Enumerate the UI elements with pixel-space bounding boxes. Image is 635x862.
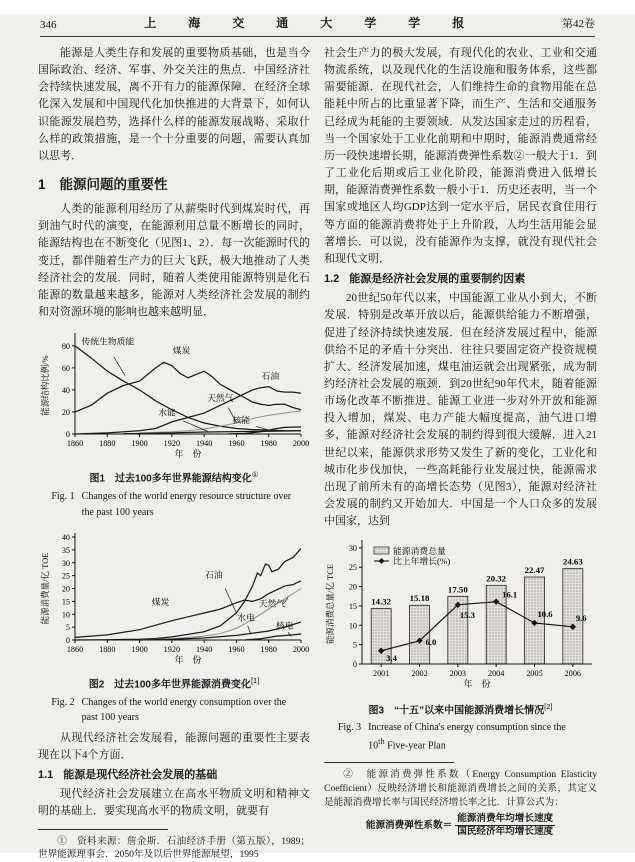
formula-denominator: 国民经济年均增长速度 xyxy=(457,826,554,838)
paragraph-constraint: 20世纪50年代以来，中国能源工业从小到大，不断发展．特别是改革开放以后，能源供给能力不断增强，促进了经济持续快速发展．但在经济发展过程中，能源供给不足的矛盾十分突出．往往只要固定资产投资规模扩大、经济发展加速，煤电油运就会出现紧张，成为制约经济社会发展的瓶颈．到20世纪90年代末，随着能源市场化改革不断推进、能源工业进一步对外开放和能源投入增加，煤炭、电力产能大幅度提高，油气进口增多，能源对经济社会发展的制约得到很大缓解．进入21世纪以来，能源供求形势又发生了新的变化，工业化和城市化步伐加快，一些高耗能行业发展过快，能源需求出现了前所未有的高增长态势（见图3），能源对经济社会发展的制约又开始加大．中国是一个人口众多的发展中国家，达到 xyxy=(324,292,597,528)
svg-text:1920: 1920 xyxy=(163,644,181,654)
svg-text:22.47: 22.47 xyxy=(524,565,545,576)
svg-text:年 份: 年 份 xyxy=(463,679,491,690)
section-1-2-heading xyxy=(324,271,597,288)
left-column xyxy=(38,45,310,862)
figure-2 xyxy=(38,527,310,726)
svg-text:16.1: 16.1 xyxy=(502,590,518,601)
svg-text:0: 0 xyxy=(65,430,70,440)
svg-text:25: 25 xyxy=(348,563,357,573)
footnote-1-block xyxy=(38,829,310,862)
svg-text:2005: 2005 xyxy=(526,669,543,679)
paragraph-intro: 能源是人类生存和发展的重要物质基础，也是当今国际政治、经济、军事、外交关注的焦点．中国经济社会持续快速发展，离不开有力的能源保障．在经济全球化深入发展和中国现代化加快推进的大背景下，如何认识能源发展趋势，选择什么样的能源发展战略、采取什么样的政策措施，是一个十分重要的问题，需要认真加以思考． xyxy=(38,47,310,162)
section-1-number: 1 xyxy=(38,177,46,193)
formula-fraction xyxy=(455,813,555,839)
svg-text:0: 0 xyxy=(352,660,357,670)
svg-text:比上年增长(%): 比上年增长(%) xyxy=(393,556,451,567)
svg-text:水电: 水电 xyxy=(237,612,255,623)
section-1-1-number: 1.1 xyxy=(38,769,54,782)
fig2-caption-en: Fig. 2 Changes of the world energy consumption over the past 100 years xyxy=(51,696,287,724)
svg-text:石油: 石油 xyxy=(205,569,223,580)
fig1-caption-cn: 图1 过去100多年世界能源结构变化① xyxy=(89,470,259,485)
svg-text:5: 5 xyxy=(352,641,357,651)
two-column-body xyxy=(38,45,597,862)
svg-text:6.0: 6.0 xyxy=(425,637,437,648)
journal-title: 上 海 交 通 大 学 学 报 xyxy=(144,16,475,30)
svg-text:17.50: 17.50 xyxy=(447,584,468,595)
svg-text:1960: 1960 xyxy=(228,644,245,654)
right-column xyxy=(324,45,597,862)
paragraph-continue: 社会生产力的极大发展，有现代化的农业、工业和交通物流系统，以及现代化的生活设施和服务体系，这些都需要能源．在现代社会，人们维持生命的食物用能在总能耗中所占的比重显著下降，而生产、生活和交通服务已经成为耗能的主要领域．从发达国家走过的历程看，当一个国家处于工业化前期和中期时，能源消费通常经历一段快速增长期，能源消费弹性系数②一般大于1．到了工业化后期或后工业化阶段，能源消费进入低增长期，能源消费弹性系数一般小于1．历史还表明，当一个国家或地区人均GDP达到一定水平后，居民衣食住用行等方面的能源消费将处于上升阶段，人均生活用能会显著增长．可以说，没有能源作为支撑，就没有现代社会和现代文明． xyxy=(324,47,597,265)
svg-text:1880: 1880 xyxy=(99,439,116,449)
svg-text:15.18: 15.18 xyxy=(409,593,430,604)
elasticity-formula xyxy=(324,813,597,839)
svg-text:能源消费总量/亿 TCE: 能源消费总量/亿 TCE xyxy=(325,564,335,645)
svg-text:20: 20 xyxy=(61,408,70,418)
svg-text:2000: 2000 xyxy=(292,644,310,654)
svg-text:3.4: 3.4 xyxy=(386,653,397,664)
fig1-line-chart xyxy=(39,327,309,461)
svg-text:传统生物质能: 传统生物质能 xyxy=(81,336,135,347)
svg-text:年 份: 年 份 xyxy=(174,654,202,665)
section-1-title: 能源问题的重要性 xyxy=(59,177,168,193)
page-header xyxy=(40,14,595,37)
svg-text:24.63: 24.63 xyxy=(562,557,583,568)
fig1-caption-en: Fig. 1 Changes of the world energy resource structure over the past 100 years xyxy=(51,491,292,518)
svg-text:1980: 1980 xyxy=(260,644,277,654)
svg-text:10.6: 10.6 xyxy=(537,609,553,620)
svg-text:天然气: 天然气 xyxy=(207,393,234,404)
fig2-caption-cn: 图2 过去100多年世界能源消费变化[1] xyxy=(88,675,260,690)
svg-text:能源消费量/亿 TOE: 能源消费量/亿 TOE xyxy=(40,552,50,624)
fig3-caption-en: Fig. 3 Increase of China's energy consumption since the 10th Five-year Plan xyxy=(337,722,566,752)
svg-text:能源结构比例/%: 能源结构比例/% xyxy=(40,355,50,416)
footnote-divider xyxy=(324,762,454,763)
svg-text:15: 15 xyxy=(61,596,70,606)
svg-text:核能: 核能 xyxy=(232,415,251,426)
svg-text:2002: 2002 xyxy=(411,669,428,679)
svg-text:60: 60 xyxy=(61,364,70,374)
svg-text:2003: 2003 xyxy=(449,669,467,679)
svg-text:40: 40 xyxy=(61,532,70,542)
svg-text:1960: 1960 xyxy=(228,439,245,449)
footnote-1-text: ① 资料来源：詹金斯．石油经济手册（第五版），1989；世界能源理事会．2050年及以后世界能源展望，1995 xyxy=(38,835,310,861)
section-1-heading xyxy=(38,174,310,195)
svg-text:20.32: 20.32 xyxy=(486,573,507,584)
figure-3 xyxy=(324,536,597,754)
section-1-1-title: 能源是现代经济社会发展的基础 xyxy=(63,769,218,782)
svg-text:1860: 1860 xyxy=(66,644,84,654)
svg-text:30: 30 xyxy=(61,558,70,568)
svg-text:15: 15 xyxy=(348,602,357,612)
svg-text:14.32: 14.32 xyxy=(371,596,392,607)
journal-page xyxy=(0,14,635,861)
svg-text:1980: 1980 xyxy=(260,439,277,449)
svg-text:1920: 1920 xyxy=(163,439,181,449)
svg-text:天然气: 天然气 xyxy=(258,598,286,609)
footnote-2-text: ② 能源消费弹性系数（Energy Consumption Elasticity Coefficient）反映经济增长和能源消费增长之间的关系，其定义是能源消费增长率与国民经济增长率之比．计算公式为： xyxy=(324,768,597,808)
svg-text:2006: 2006 xyxy=(564,669,582,679)
section-1-1-heading xyxy=(38,767,310,784)
svg-text:10: 10 xyxy=(61,609,70,619)
svg-text:1900: 1900 xyxy=(131,644,148,654)
svg-text:煤炭: 煤炭 xyxy=(172,345,191,356)
section-1-2-number: 1.2 xyxy=(324,273,340,286)
formula-numerator: 能源消费年均增长速度 xyxy=(455,813,555,826)
svg-text:1940: 1940 xyxy=(195,439,213,449)
svg-text:35: 35 xyxy=(61,545,70,555)
svg-text:石油: 石油 xyxy=(261,371,280,382)
svg-text:煤炭: 煤炭 xyxy=(151,596,170,607)
svg-text:40: 40 xyxy=(61,386,70,396)
svg-text:20: 20 xyxy=(348,582,357,592)
fig3-bar-chart xyxy=(324,536,600,692)
svg-text:30: 30 xyxy=(348,544,357,554)
svg-text:9.6: 9.6 xyxy=(575,613,587,624)
page-number: 346 xyxy=(40,19,57,31)
paragraph-history: 人类的能源利用经历了从薪柴时代到煤炭时代，再到油气时代的演变，在能源利用总量不断增长的同时，能源结构也在不断变化（见图1、2）．每一次能源时代的变迁，都伴随着生产力的巨大飞跃，极大地推动了人类经济社会的发展．同时，随着人类使用能源特别是化石能源的数量越来越多，能源对人类经济社会发展的制约和对资源环境的影响也越来越明显． xyxy=(38,203,310,319)
svg-text:2004: 2004 xyxy=(487,669,505,679)
svg-text:核电: 核电 xyxy=(276,619,294,630)
svg-text:2001: 2001 xyxy=(372,669,390,679)
footnote-divider xyxy=(38,829,168,830)
svg-text:10: 10 xyxy=(348,621,357,631)
svg-text:25: 25 xyxy=(61,571,70,581)
svg-text:1900: 1900 xyxy=(131,439,148,449)
section-1-2-title: 能源是经济社会发展的重要制约因素 xyxy=(349,273,526,286)
svg-text:0: 0 xyxy=(65,635,70,645)
svg-text:80: 80 xyxy=(61,342,70,352)
paragraph-aspects: 从现代经济社会发展看，能源问题的重要性主要表现在以下4个方面． xyxy=(38,731,310,761)
fig3-caption-cn: 图3 “十五”以来中国能源消费增长情况[2] xyxy=(368,701,553,716)
svg-text:15.3: 15.3 xyxy=(459,610,475,621)
figure-1 xyxy=(38,327,310,520)
svg-text:年 份: 年 份 xyxy=(174,449,202,460)
svg-text:20: 20 xyxy=(61,584,70,593)
svg-text:5: 5 xyxy=(65,622,70,632)
svg-text:水能: 水能 xyxy=(158,407,176,418)
volume-number: 第42卷 xyxy=(561,18,595,30)
footnote-2-block xyxy=(324,762,597,839)
svg-text:1880: 1880 xyxy=(99,644,116,654)
paragraph-basis: 现代经济社会发展建立在高水平物质文明和精神文明的基础上．要实现高水平的物质文明，就要有 xyxy=(38,788,310,818)
svg-text:1940: 1940 xyxy=(195,644,213,654)
svg-text:2000: 2000 xyxy=(292,439,310,449)
formula-lhs: 能源消费弹性系数＝ xyxy=(365,819,453,831)
svg-text:能源消费总量: 能源消费总量 xyxy=(393,546,446,557)
svg-text:1860: 1860 xyxy=(66,439,84,449)
fig2-line-chart xyxy=(39,527,309,667)
